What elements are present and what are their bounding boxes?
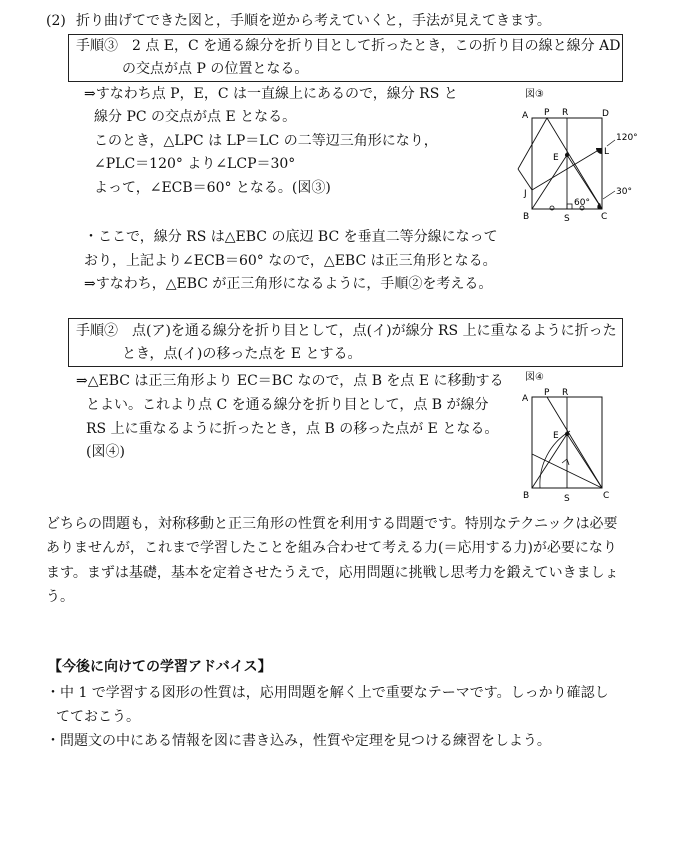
figure-4 (510, 367, 660, 507)
fig3-label-L: L (604, 147, 610, 157)
exp3-line: このとき，△LPC は LP＝LC の二等辺三角形になり， (94, 133, 438, 149)
summary-line: どちらの問題も，対称移動と正三角形の性質を利用する問題です。特別なテクニックは必要 (46, 516, 618, 532)
exp2-line: (図④) (86, 444, 125, 460)
fig3-line-BE (532, 155, 567, 209)
note-line: おり，上記より∠ECB＝60° なので，△EBC は正三角形となる。 (84, 253, 497, 269)
fig3-label-C: C (601, 212, 608, 222)
note-line: ・ここで，線分 RS は△EBC の底辺 BC を垂直二等分線になって (84, 229, 498, 245)
fig3-angle-120: 120° (616, 133, 638, 143)
fig4-label-E: E (553, 431, 559, 441)
fig3-right-angle (567, 204, 572, 209)
fig4-label-S: S (564, 494, 570, 504)
fig4-label-C: C (603, 491, 610, 501)
summary-line: う。 (46, 589, 74, 605)
fig3-angle-30: 30° (616, 187, 632, 197)
exp2-line: ⇒△EBC は正三角形より EC＝BC なので，点 B を点 E に移動する (76, 373, 504, 389)
advice-item: てておこう。 (56, 709, 140, 725)
fig3-pointer (603, 191, 615, 199)
fig4-label-B: B (523, 491, 530, 501)
fig3-label-D: D (602, 109, 609, 119)
fig4-line-BE (532, 434, 567, 488)
fig4-point-E (565, 432, 569, 436)
advice-title: 【今後に向けての学習アドバイス】 (48, 659, 272, 675)
figure-3 (510, 84, 660, 229)
advice-item: ・中 1 で学習する図形の性質は，応用問題を解く上で重要なテーマです。しっかり確認し (46, 685, 609, 701)
fig3-line-PC (547, 118, 602, 209)
fig3-angle-mark-C (597, 203, 602, 209)
fig3-angle-60: 60° (574, 198, 590, 208)
fig4-label-R: R (562, 388, 569, 398)
fig4-caption: 図④ (525, 372, 544, 383)
note-line: ⇒すなわち，△EBC が正三角形になるように，手順②を考える。 (84, 276, 493, 292)
advice-item: ・問題文の中にある情報を図に書き込み，性質や定理を見つける練習をしよう。 (46, 733, 551, 749)
fig3-pointer (607, 140, 615, 146)
fig3-angle-mark-L (596, 148, 602, 154)
exp2-line: RS 上に重なるように折ったとき，点 B の移った点が E となる。 (86, 421, 499, 437)
step2-line2: とき，点(イ)の移った点を E とする。 (122, 346, 362, 362)
fig3-point-E (565, 153, 569, 157)
exp3-line: ⇒すなわち点 P，E，C は一直線上にあるので，線分 RS と (84, 86, 458, 102)
problem-number: (2) (46, 13, 66, 29)
step3-line1: 手順③ 2 点 E，C を通る線分を折り目として折ったとき，この折り目の線と線分 AD (76, 38, 621, 54)
fig4-arrow (562, 459, 569, 465)
fig4-label-P: P (544, 388, 550, 398)
fig3-caption: 図③ (525, 89, 544, 100)
summary-line: ます。まずは基礎，基本を定着させたうえで，応用問題に挑戦し思考力を鍛えていきましょ (46, 565, 619, 581)
step3-line2: の交点が点 P の位置となる。 (122, 61, 309, 77)
step2-line1: 手順② 点(ア)を通る線分を折り目として，点(イ)が線分 RS 上に重なるように折った (76, 323, 617, 339)
fig3-label-R: R (562, 108, 569, 118)
fig3-label-P: P (544, 108, 550, 118)
intro-text: 折り曲げてできた図と，手順を逆から考えていくと，手法が見えてきます。 (76, 13, 551, 29)
fig3-label-J: J (524, 189, 527, 199)
fig3-label-S: S (564, 214, 570, 224)
exp2-line: とよい。これより点 C を通る線分を折り目として，点 B が線分 (86, 397, 489, 413)
exp3-line: 線分 PC の交点が点 E となる。 (94, 109, 297, 125)
exp3-line: よって，∠ECB＝60° となる。(図③) (94, 180, 331, 196)
summary-line: ありませんが，これまで学習したことを組み合わせて考える力(＝応用する力)が必要になり (46, 540, 617, 556)
fig3-label-A: A (522, 111, 529, 121)
fig3-label-E: E (553, 153, 559, 163)
fig3-label-B: B (523, 212, 530, 222)
fig4-label-A: A (522, 394, 529, 404)
exp3-line: ∠PLC＝120° より∠LCP＝30° (94, 156, 296, 172)
fig3-flap-edge (518, 169, 532, 190)
